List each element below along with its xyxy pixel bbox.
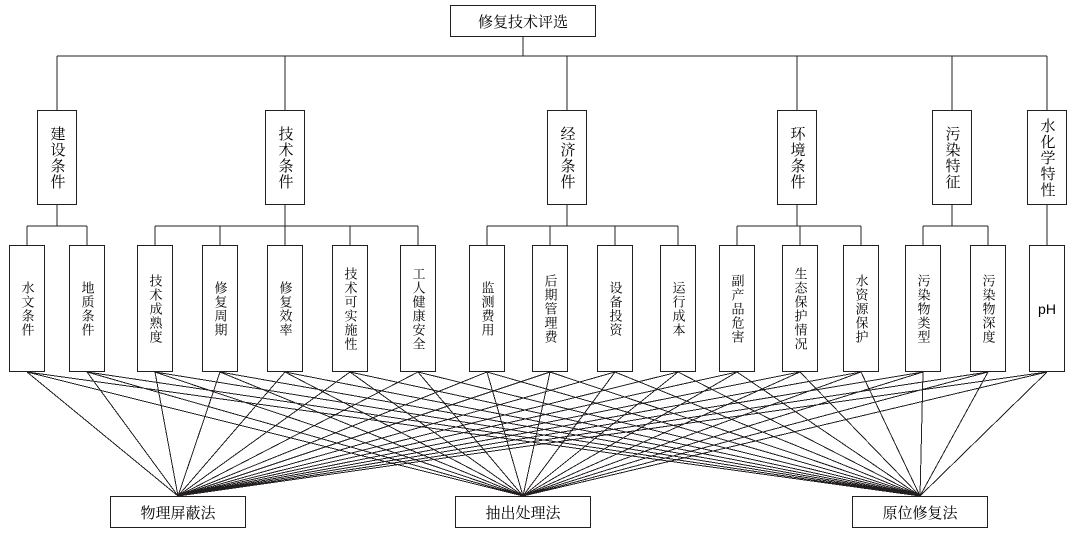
alternative-label-3: 原位修复法 <box>882 504 958 522</box>
criterion-node-4 <box>777 110 817 205</box>
subcriterion-node-2-2 <box>202 245 238 372</box>
subcriterion-label-5-2: 污染物深度 <box>980 273 996 344</box>
alternative-label-2: 抽出处理法 <box>485 504 561 522</box>
alternative-node-2 <box>455 496 591 528</box>
subcriterion-label-5-1: 污染物类型 <box>915 273 931 344</box>
alternative-node-3 <box>852 496 988 528</box>
criterion-node-5 <box>932 110 972 205</box>
subcriterion-label-3-3: 设备投资 <box>607 280 623 337</box>
subcriterion-node-2-4 <box>332 245 368 372</box>
subcriterion-label-4-2: 生态保护情况 <box>792 266 808 351</box>
criterion-label-5: 污染特征 <box>943 125 961 190</box>
subcriterion-label-2-3: 修复效率 <box>277 280 293 337</box>
subcriterion-label-2-5: 工人健康安全 <box>410 266 426 351</box>
subcriterion-node-1-2 <box>69 245 105 372</box>
subcriterion-label-6-1: pH <box>1038 300 1056 317</box>
subcriterion-node-3-1 <box>469 245 505 372</box>
subcriterion-label-3-4: 运行成本 <box>670 280 686 337</box>
subcriterion-label-4-1: 副产品危害 <box>729 273 745 344</box>
subcriterion-node-4-2 <box>782 245 818 372</box>
alternative-node-1 <box>110 496 246 528</box>
criterion-node-3 <box>547 110 587 205</box>
alternative-label-1: 物理屏蔽法 <box>140 504 216 522</box>
diagram-root-node <box>450 5 596 37</box>
criterion-label-6: 水化学特性 <box>1038 117 1056 198</box>
subcriterion-label-1-2: 地质条件 <box>79 280 95 337</box>
subcriterion-node-5-2 <box>970 245 1006 372</box>
criterion-label-2: 技术条件 <box>276 125 294 190</box>
criterion-node-1 <box>37 110 77 205</box>
subcriterion-node-2-1 <box>137 245 173 372</box>
subcriterion-node-4-3 <box>843 245 879 372</box>
subcriterion-label-4-3: 水资源保护 <box>853 273 869 344</box>
subcriterion-node-6-1 <box>1029 245 1065 372</box>
criterion-label-3: 经济条件 <box>558 125 576 190</box>
subcriterion-node-3-4 <box>660 245 696 372</box>
subcriterion-label-3-2: 后期管理费 <box>542 273 558 344</box>
subcriterion-label-2-4: 技术可实施性 <box>342 266 358 351</box>
subcriterion-node-3-3 <box>597 245 633 372</box>
subcriterion-node-3-2 <box>532 245 568 372</box>
subcriterion-label-1-1: 水文条件 <box>19 280 35 337</box>
subcriterion-node-2-3 <box>267 245 303 372</box>
criterion-label-4: 环境条件 <box>788 125 806 190</box>
root-label: 修复技术评选 <box>477 13 568 31</box>
criterion-node-2 <box>265 110 305 205</box>
subcriterion-label-3-1: 监测费用 <box>479 280 495 337</box>
subcriterion-label-2-1: 技术成熟度 <box>147 273 163 344</box>
criterion-label-1: 建设条件 <box>48 125 66 190</box>
subcriterion-node-5-1 <box>905 245 941 372</box>
subcriterion-node-2-5 <box>400 245 436 372</box>
subcriterion-node-4-1 <box>719 245 755 372</box>
subcriterion-label-2-2: 修复周期 <box>212 280 228 337</box>
criterion-node-6 <box>1027 110 1067 205</box>
subcriterion-node-1-1 <box>9 245 45 372</box>
